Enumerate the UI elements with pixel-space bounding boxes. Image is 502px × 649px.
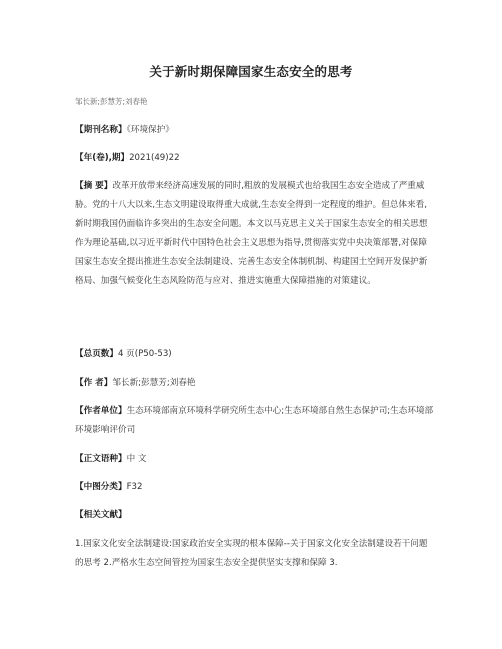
year-issue-label: 【年(卷),期】 xyxy=(75,153,130,163)
journal-label: 【期刊名称】 xyxy=(75,125,127,135)
related-label: 【相关文献】 xyxy=(75,510,127,520)
related-literature-list xyxy=(75,535,435,573)
affiliation-value: 生态环境部南京环境科学研究所生态中心;生态环境部自然生态保护司;生态环境部环境影响评价司 xyxy=(75,406,434,435)
related-label-field xyxy=(75,506,435,525)
authors-byline: 邹长新;彭慧芳;刘春艳 xyxy=(75,97,148,106)
year-issue-value: 2021(49)22 xyxy=(129,153,180,163)
authors-label: 【作 者】 xyxy=(75,378,113,388)
language-label: 【正文语种】 xyxy=(75,454,127,464)
authors-field xyxy=(75,374,435,393)
abstract-label: 【摘 要】 xyxy=(75,181,113,191)
pages-label: 【总页数】 xyxy=(75,349,118,359)
language-field xyxy=(75,450,435,469)
pages-value: 4 页(P50-53) xyxy=(117,349,172,359)
authors-value: 邹长新;彭慧芳;刘春艳 xyxy=(112,378,196,388)
classification-value: F32 xyxy=(126,482,143,492)
document-title: 关于新时期保障国家生态安全的思考 xyxy=(149,64,353,79)
classification-label: 【中图分类】 xyxy=(75,482,127,492)
year-issue-field xyxy=(75,149,435,168)
pages-field xyxy=(75,345,435,364)
abstract-field xyxy=(75,177,435,291)
classification-field xyxy=(75,478,435,497)
journal-value: 《环境保护》 xyxy=(126,125,174,135)
journal-field xyxy=(75,121,435,140)
affiliation-label: 【作者单位】 xyxy=(75,406,127,416)
related-literature-text: 1.国家文化安全法制建设:国家政治安全实现的根本保障--关于国家文化安全法制建设若干问题的思考 2.严格水生态空间管控为国家生态安全提供坚实支撑和保障 3. xyxy=(75,539,428,568)
language-value: 中 文 xyxy=(126,454,147,464)
abstract-text: 改革开放带来经济高速发展的同时,粗放的发展模式也给我国生态安全造成了严重威胁。党的十八大以来,生态文明建设取得重大成就,生态安全得到一定程度的维护。但总体来看,新时期我国仍面临许多突出的生态安全问题。本文以马克思主义关于国家生态安全的相关思想作为理论基础,以习近平新时代中国特色社会主义思想为指导,贯彻落实党中央决策部署,对保障国家生态安全提出推进生态安全法制建设、完善生态安全体制机制、构建国土空间开发保护新格局、加强气候变化生态风险防范与应对、推进实施重大保障措施的对策建议。 xyxy=(75,181,428,286)
affiliation-field xyxy=(75,402,435,440)
